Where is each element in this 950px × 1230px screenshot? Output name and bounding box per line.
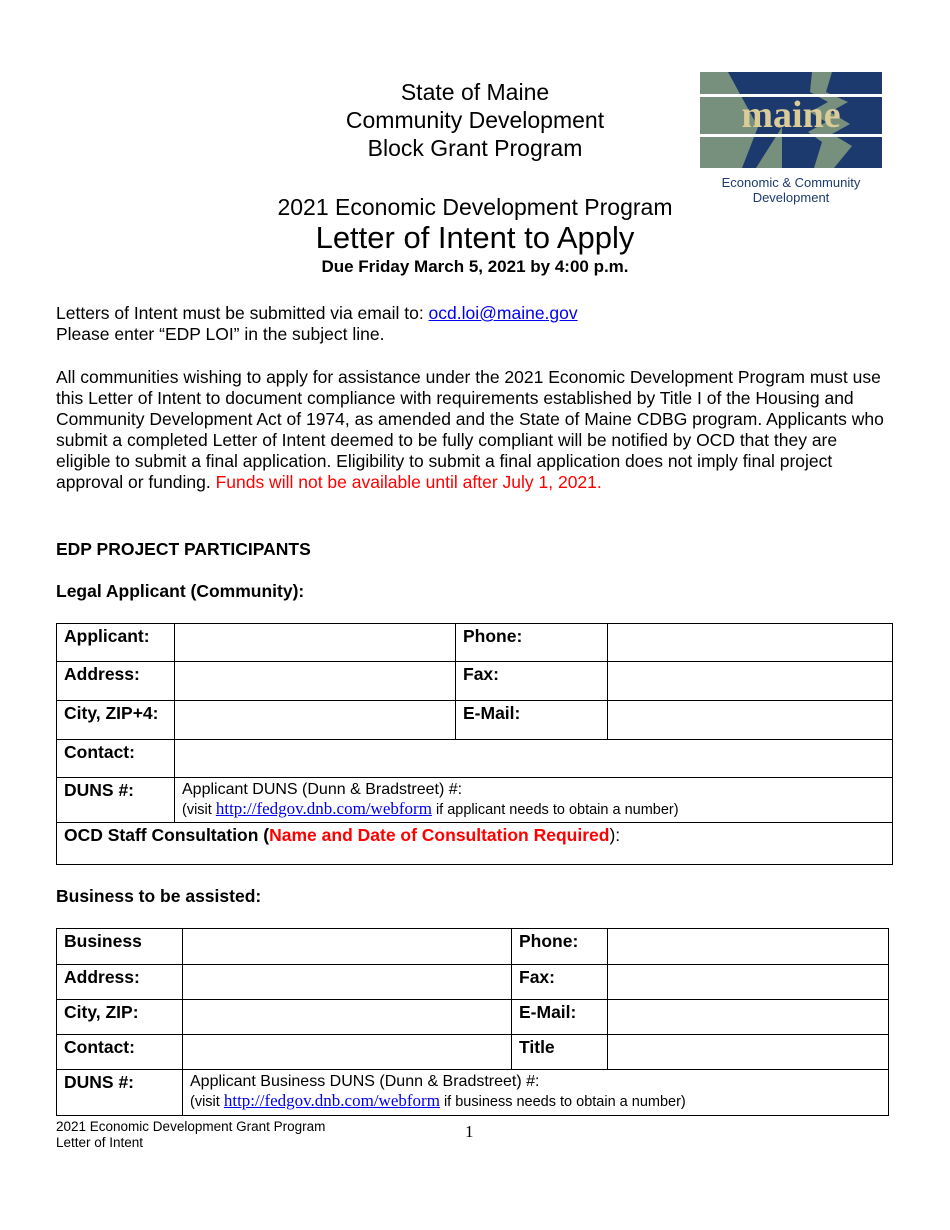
footer-line-2: Letter of Intent <box>56 1135 144 1150</box>
logo-wordmark: maine <box>741 94 841 136</box>
applicant-address-field[interactable] <box>175 662 456 701</box>
applicant-city-label: City, ZIP+4: <box>57 701 175 740</box>
logo-subtitle <box>693 175 889 205</box>
consultation-label: OCD Staff Consultation ( <box>64 825 270 845</box>
logo-subtitle-line-2: Development <box>752 190 830 205</box>
business-duns-field[interactable] <box>183 1070 889 1116</box>
org-line-1: State of Maine <box>400 79 550 105</box>
applicant-city-field[interactable] <box>175 701 456 740</box>
page-footer <box>56 1119 325 1151</box>
applicant-phone-field[interactable] <box>608 624 893 662</box>
business-email-field[interactable] <box>608 1000 889 1035</box>
applicant-email-label: E-Mail: <box>456 701 608 740</box>
business-email-label: E-Mail: <box>512 1000 608 1035</box>
business-fax-field[interactable] <box>608 965 889 1000</box>
subject-line-instruction: Please enter “EDP LOI” in the subject line. <box>56 324 385 344</box>
page-title: Letter of Intent to Apply <box>315 220 635 255</box>
applicant-email-field[interactable] <box>608 701 893 740</box>
organization-heading <box>270 78 680 162</box>
business-table <box>56 928 889 1116</box>
applicant-fax-label: Fax: <box>456 662 608 701</box>
business-label: Business <box>57 929 183 965</box>
legal-applicant-heading: Legal Applicant (Community): <box>56 581 305 601</box>
submission-email-link[interactable]: ocd.loi@maine.gov <box>428 303 578 323</box>
page-number: 1 <box>465 1122 474 1141</box>
business-city-field[interactable] <box>183 1000 512 1035</box>
applicant-contact-label: Contact: <box>57 740 175 778</box>
consultation-required: Name and Date of Consultation Required <box>269 825 610 845</box>
applicant-table <box>56 623 893 865</box>
business-contact-label: Contact: <box>57 1035 183 1070</box>
funds-warning: Funds will not be available until after July 1, 2021. <box>215 472 602 492</box>
business-fax-label: Fax: <box>512 965 608 1000</box>
applicant-duns-note: (visit http://fedgov.dnb.com/webform if applicant needs to obtain a number) <box>182 799 679 818</box>
applicant-duns-label: DUNS #: <box>57 778 175 823</box>
participants-heading: EDP PROJECT PARTICIPANTS <box>56 539 311 559</box>
business-heading: Business to be assisted: <box>56 886 262 906</box>
business-address-field[interactable] <box>183 965 512 1000</box>
applicant-label: Applicant: <box>57 624 175 662</box>
applicant-duns-link[interactable]: http://fedgov.dnb.com/webform <box>215 799 432 818</box>
applicant-fax-field[interactable] <box>608 662 893 701</box>
applicant-phone-label: Phone: <box>456 624 608 662</box>
business-title-field[interactable] <box>608 1035 889 1070</box>
business-duns-text: Applicant Business DUNS (Dunn & Bradstreet) #: <box>190 1073 540 1090</box>
logo-subtitle-line-1: Economic & Community <box>721 175 861 190</box>
ocd-consultation-field[interactable]: OCD Staff Consultation (Name and Date of Consultation Required): <box>57 823 893 865</box>
business-duns-label: DUNS #: <box>57 1070 183 1116</box>
applicant-address-label: Address: <box>57 662 175 701</box>
business-address-label: Address: <box>57 965 183 1000</box>
org-line-2: Community Development <box>345 107 605 133</box>
applicant-duns-text: Applicant DUNS (Dunn & Bradstreet) #: <box>182 781 463 798</box>
intro-paragraph <box>56 367 896 493</box>
business-phone-label: Phone: <box>512 929 608 965</box>
intro-text: All communities wishing to apply for assistance under the 2021 Economic Development Program must use this Letter of Intent to document compliance with requirements established by Title I of the Housing and Community Development Act of 1974, as amended and the State of Maine CDBG program. Applicants who submit a completed Letter of Intent deemed to be fully compliant will be notified by OCD that they are eligible to submit a final application. Eligibility to submit a final application does not imply final project approval or funding. <box>56 367 884 492</box>
maine-decd-logo <box>700 72 882 168</box>
due-date: Due Friday March 5, 2021 by 4:00 p.m. <box>321 257 629 276</box>
program-name: 2021 Economic Development Program <box>277 194 673 220</box>
org-line-3: Block Grant Program <box>367 135 583 161</box>
applicant-duns-field[interactable] <box>175 778 893 823</box>
business-contact-field[interactable] <box>183 1035 512 1070</box>
business-city-label: City, ZIP: <box>57 1000 183 1035</box>
applicant-field[interactable] <box>175 624 456 662</box>
business-phone-field[interactable] <box>608 929 889 965</box>
applicant-contact-field[interactable] <box>175 740 893 778</box>
footer-line-1: 2021 Economic Development Grant Program <box>56 1119 326 1134</box>
business-duns-link[interactable]: http://fedgov.dnb.com/webform <box>223 1091 440 1110</box>
business-field[interactable] <box>183 929 512 965</box>
business-title-label: Title <box>512 1035 608 1070</box>
submission-text: Letters of Intent must be submitted via email to: <box>56 303 429 323</box>
business-duns-note: (visit http://fedgov.dnb.com/webform if business needs to obtain a number) <box>190 1091 686 1110</box>
submission-instructions <box>56 303 896 345</box>
